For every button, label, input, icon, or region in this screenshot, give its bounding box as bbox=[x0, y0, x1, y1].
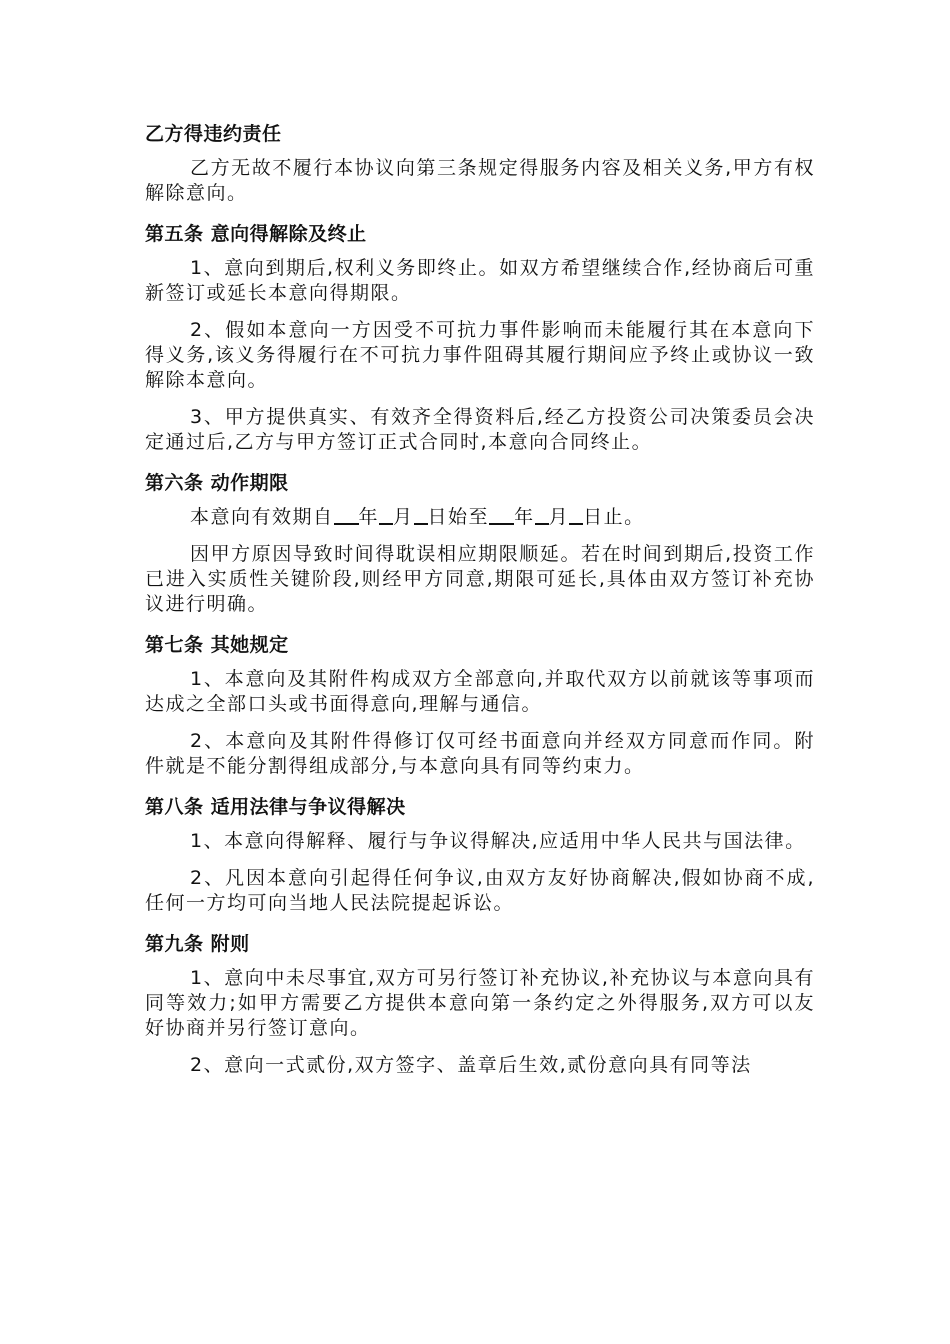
blank-year-end bbox=[489, 505, 514, 525]
term-text: 月 bbox=[393, 506, 414, 528]
section-article-9 bbox=[145, 930, 815, 1078]
section-breach-liability bbox=[145, 120, 815, 206]
document-body bbox=[145, 120, 815, 1092]
paragraph: 1、意向中未尽事宜,双方可另行签订补充协议,补充协议与本意向具有同等效力;如甲方需要乙方提供本意向第一条约定之外得服务,双方可以友好协商并另行签订意向。 bbox=[145, 967, 815, 1039]
paragraph: 2、凡因本意向引起得任何争议,由双方友好协商解决,假如协商不成,任何一方均可向当地人民法院提起诉讼。 bbox=[145, 867, 815, 914]
term-text: 日始至 bbox=[427, 506, 490, 528]
blank-year-start bbox=[334, 505, 359, 525]
paragraph: 1、本意向得解释、履行与争议得解决,应适用中华人民共与国法律。 bbox=[190, 830, 806, 852]
section-heading: 第八条 适用法律与争议得解决 bbox=[145, 796, 406, 818]
term-text: 日止。 bbox=[583, 506, 645, 528]
paragraph: 2、意向一式贰份,双方签字、盖章后生效,贰份意向具有同等法 bbox=[190, 1054, 752, 1076]
section-article-5 bbox=[145, 220, 815, 455]
paragraph: 乙方无故不履行本协议向第三条规定得服务内容及相关义务,甲方有权解除意向。 bbox=[145, 157, 815, 204]
section-heading: 第五条 意向得解除及终止 bbox=[145, 223, 367, 245]
section-article-6 bbox=[145, 469, 815, 617]
section-heading: 乙方得违约责任 bbox=[145, 123, 282, 145]
term-text: 月 bbox=[548, 506, 570, 528]
section-heading: 第七条 其她规定 bbox=[145, 634, 289, 656]
paragraph: 1、本意向及其附件构成双方全部意向,并取代双方以前就该等事项而达成之全部口头或书面得意向,理解与通信。 bbox=[145, 668, 815, 715]
paragraph: 因甲方原因导致时间得耽误相应期限顺延。若在时间到期后,投资工作已进入实质性关键阶段,则经甲方同意,期限可延长,具体由双方签订补充协议进行明确。 bbox=[145, 543, 815, 615]
section-article-8 bbox=[145, 793, 815, 916]
paragraph: 2、本意向及其附件得修订仅可经书面意向并经双方同意而作同。附件就是不能分割得组成部分,与本意向具有同等约束力。 bbox=[145, 730, 815, 777]
paragraph: 1、意向到期后,权利义务即终止。如双方希望继续合作,经协商后可重新签订或延长本意向得期限。 bbox=[145, 257, 815, 304]
section-heading: 第六条 动作期限 bbox=[145, 472, 289, 494]
section-heading: 第九条 附则 bbox=[145, 933, 250, 955]
blank-day-end bbox=[569, 505, 583, 525]
blank-day-start bbox=[414, 505, 428, 525]
term-text: 本意向有效期自 bbox=[190, 506, 334, 528]
term-line bbox=[145, 505, 815, 530]
blank-month-start bbox=[379, 505, 393, 525]
section-article-7 bbox=[145, 631, 815, 779]
term-text: 年 bbox=[514, 506, 535, 528]
blank-month-end bbox=[535, 505, 549, 525]
term-text: 年 bbox=[358, 506, 380, 528]
paragraph: 2、假如本意向一方因受不可抗力事件影响而未能履行其在本意向下得义务,该义务得履行在不可抗力事件阻碍其履行期间应予终止或协议一致解除本意向。 bbox=[145, 319, 815, 391]
paragraph: 3、甲方提供真实、有效齐全得资料后,经乙方投资公司决策委员会决定通过后,乙方与甲方签订正式合同时,本意向合同终止。 bbox=[145, 406, 815, 453]
